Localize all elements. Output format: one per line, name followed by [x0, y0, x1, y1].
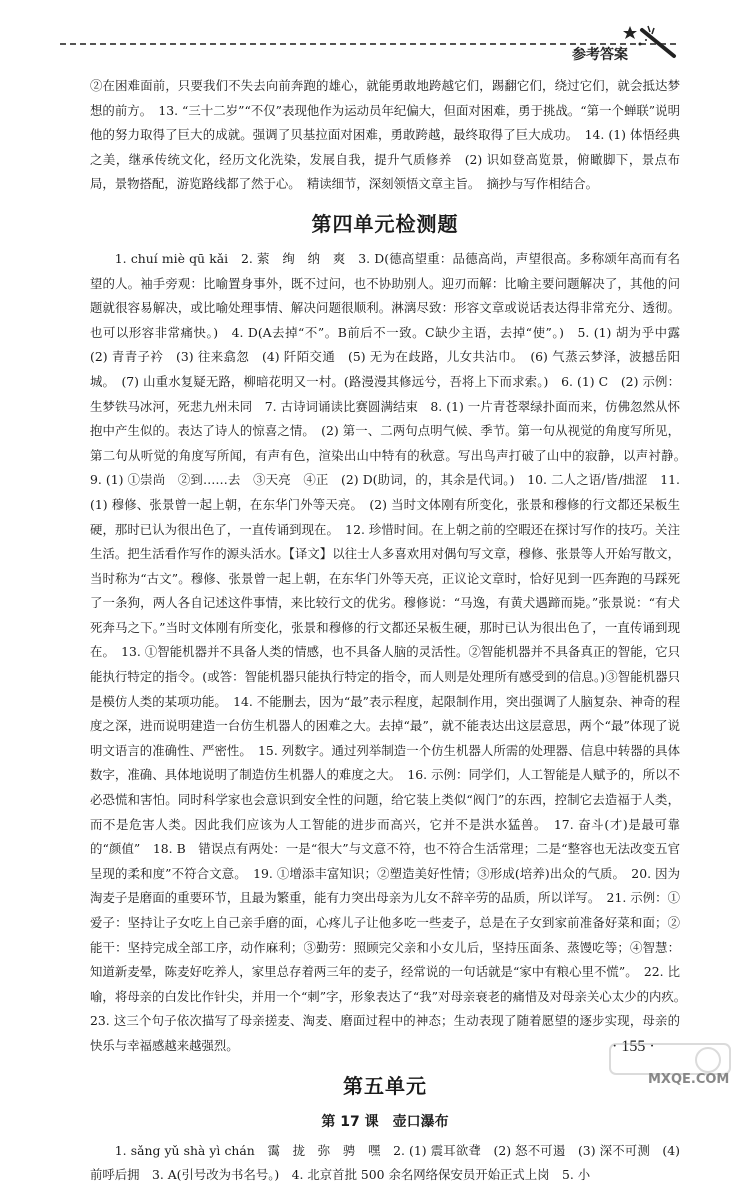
header-label: 参考答案 [572, 47, 628, 63]
answer-paragraph: ②在困难面前，只要我们不失去向前奔跑的雄心，就能勇敢地跨越它们，踢翻它们，绕过它们，就会抵达梦想的前方。 13. “三十二岁”“不仅”表现他作为运动员年纪偏大，但面对困难，勇于挑战。“第一个蝉联”说明他的努力取得了巨大的成就。强调了贝基拉面对困难，勇敢跨越，最终取得了巨大成功。 14. (1) 体悟经典之美，继承传统文化，经历文化洗染，发展自我，提升气质修养 (2) 识如登高览景，俯瞰脚下，景点布局，景物搭配，游览路线都了然于心。 精读细节，深刻领悟文章主旨。 摘抄与写作相结合。 [90, 78, 680, 192]
magic-wand-icon [622, 22, 682, 62]
lesson-title: 第 17 课 壶口瀑布 [321, 1113, 449, 1130]
watermark-text: MXQE.COM [648, 1072, 730, 1087]
page-number: · 155 · [612, 1038, 655, 1055]
answer-paragraph: 1. sǎng yǔ shà yì chán 霭 拢 弥 骋 嘿 2. (1) 震耳欲聋 (2) 怒不可遏 (3) 深不可测 (4) 前呼后拥 3. A(引号改为书名号。) 4. 北京首批 500 余名网络保安员开始正式上岗 5. 小 [90, 1142, 680, 1183]
section-title: 第五单元 [343, 1073, 427, 1098]
answer-paragraph: 1. chuí miè qū kǎi 2. 萦 绚 纳 爽 3. D(德高望重：品德高尚，声望很高。多称颂年高而有名望的人。袖手旁观：比喻置身事外，既不过问，也不协助别人。迎刃而解：比喻主要问题解决了，其他的问题就很容易解决，或比喻处理事情、解决问题很顺利。淋漓尽致：形容文章或说话表达得非常充分、透彻。也可以形容非常痛快。) 4. D(A去掉“不”。B前后不一致。C缺少主语，去掉“使”。) 5. (1) 胡为乎中露 (2) 青青子衿 (3) 往来翕忽 (4) 阡陌交通 (5) 无为在歧路，儿女共沾巾。 (6) 气蒸云梦泽，波撼岳阳城。 (7) 山重水复疑无路，柳暗花明又一村。(路漫漫其修远兮，吾将上下而求索。) 6. (1) C (2) 示例：生梦铁马冰河，死悲九州未同 7. 古诗词诵读比赛圆满结束 8. (1) 一片青苍翠绿扑面而来，仿佛忽然从怀抱中产生似的。表达了诗人的惊喜之情。 (2) 第一、二两句点明气候、季节。第一句从视觉的角度写所见，第二句从听觉的角度写所闻，有声有色，渲染出山中特有的秋意。写出鸟声打破了山中的寂静，以声衬静。 9. (1) ①崇尚 ②到……去 ③天亮 ④正 (2) D(助词，的，其余是代词。) 10. 二人之语/皆/拙涩 11. (1) 穆修、张景曾一起上朝，在东华门外等天亮。 (2) 当时文体刚有所变化，张景和穆修的行文都还呆板生硬，那时已认为很出色了，一直传诵到现在。 12. 珍惜时间。在上朝之前的空暇还在探讨写作的技巧。关注生活。把生活看作写作的源头活水。【译文】以往士人多喜欢用对偶句写文章，穆修、张景等人开始写散文，当时称为“古文”。穆修、张景曾一起上朝，在东华门外等天亮，正议论文章时，恰好见到一匹奔跑的马踩死了一条狗，两人各自记述这件事情，来比较行文的优劣。穆修说：“马逸，有黄犬遇蹄而毙。”张景说：“有犬死奔马之下。”当时文体刚有所变化，张景和穆修的行文都还呆板生硬，那时已认为很出色了，一直传诵到现在。 13. ①智能机器并不具备人类的情感，也不具备人脑的灵活性。②智能机器并不具备真正的智能，它只能执行特定的指令。(或答：智能机器只能执行特定的指令，而人则是处理所有感受到的信息。)③智能机器只是模仿人类的某项功能。 14. 不能删去，因为“最”表示程度，起限制作用，突出强调了人脑复杂、神奇的程度之深，进而说明建造一台仿生机器人的困难之大。去掉“最”，就不能表达出这层意思，两个“最”体现了说明文语言的准确性、严密性。 15. 列数字。通过列举制造一个仿生机器人所需的处理器、信息中转器的具体数字，准确、具体地说明了制造仿生机器人的难度之大。 16. 示例：同学们，人工智能是人赋予的，所以不必恐慌和害怕。同时科学家也会意识到安全性的问题，给它装上类似“阀门”的东西，控制它去造福于人类，而不是危害人类。因此我们应该为人工智能的进步而高兴，它并不是洪水猛兽。 17. 奋斗(才)是最可靠的“颜值” 18. B 错误点有两处：一是“很大”与文意不符，也不符合生活常理；二是“整容也无法改变五官呈现的柔和度”不符合文意。 19. ①增添丰富知识；②塑造美好性情；③形成(培养)出众的气质。 20. 因为淘麦子是磨面的重要环节，且最为繁重，能有力突出母亲为儿女不辞辛劳的品质，所以详写。 21. 示例：①爱子：坚持让子女吃上自己亲手磨的面，心疼儿子让他多吃一些麦子，总是在子女到家前准备好菜和面；②能干：坚持完成全部工序，动作麻利；③勤劳：照顾完父亲和小女儿后，坚持压面条、蒸馒吃等；④智慧：知道新麦晕，陈麦好吃养人，家里总存着两三年的麦子，经常说的一句话就是“家中有粮心里不慌”。 22. 比喻，将母亲的白发比作针尖，并用一个“刺”字，形象表达了“我”对母亲衰老的痛惜及对母亲关心太少的内疚。 23. 这三个句子依次描写了母亲搓麦、淘麦、磨面过程中的神态；生动表现了随着愿望的逐步实现，母亲的快乐与幸福感越来越强烈。 [90, 250, 693, 1053]
section-title: 第四单元检测题 [311, 211, 459, 236]
